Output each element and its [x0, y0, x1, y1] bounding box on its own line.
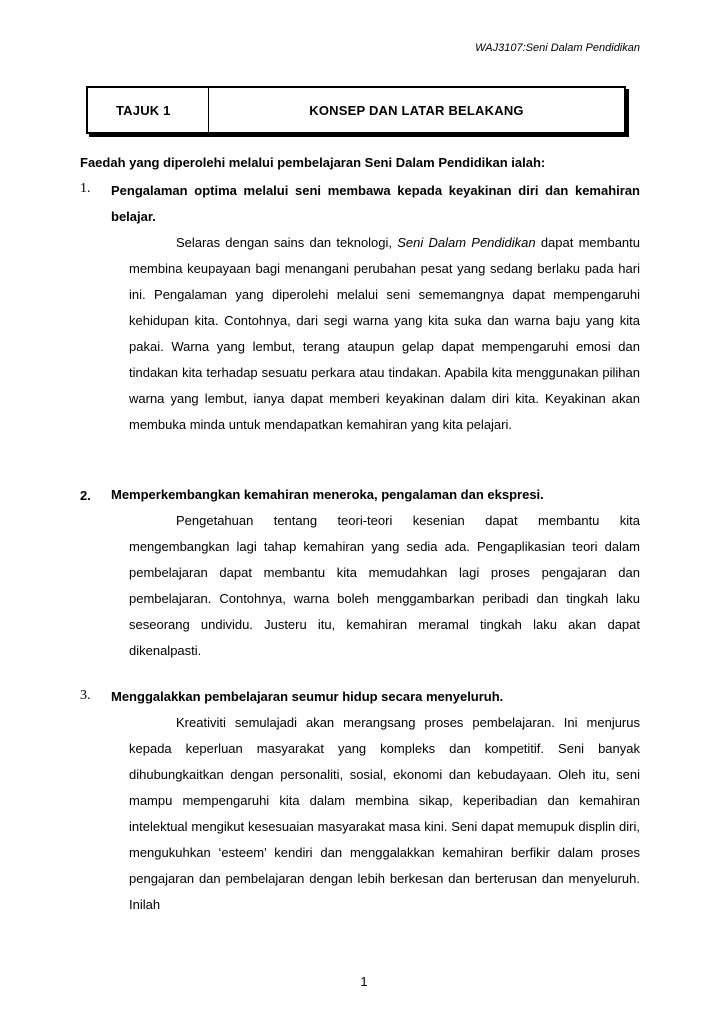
running-header: WAJ3107:Seni Dalam Pendidikan	[475, 42, 640, 54]
topic-title-box	[86, 86, 626, 134]
paragraph-text: Selaras dengan sains dan teknologi,	[176, 235, 398, 250]
list-item-3	[80, 684, 640, 918]
list-item-1	[80, 178, 640, 438]
item-heading: Menggalakkan pembelajaran seumur hidup secara menyeluruh.	[111, 689, 504, 704]
item-number: 1.	[80, 181, 91, 196]
topic-label: TAJUK 1	[88, 88, 209, 132]
paragraph-text: dapat membantu membina keupayaan bagi menangani perubahan pesat yang sedang berlaku pada hari ini. Pengalaman yang diperolehi melalui seni sememangnya dapat mempengaruhi kehidupan kita. Contohnya, dari segi warna yang kita suka dan warna baju yang kita pakai. Warna yang lembut, terang ataupun gelap dapat mempengaruhi emosi dan tindakan kita terhadap sesuatu perkara atau tindakan. Apabila kita menggunakan pilihan warna yang lembut, ianya dapat memberi keyakinan dalam diri kita. Keyakinan akan membuka minda untuk mendapatkan kemahiran yang kita pelajari.	[129, 235, 640, 432]
item-paragraph: Kreativiti semulajadi akan merangsang proses pembelajaran. Ini menjurus kepada keperluan masyarakat yang kompleks dan kompetitif. Seni banyak dihubungkaitkan dengan personaliti, sosial, ekonomi dan kebudayaan. Oleh itu, seni mampu mempengaruhi kita dalam membina sikap, keperibadian dan kemahiran intelektual mengikut kesesuaian masyarakat masa kini. Seni dapat memupuk displin diri, mengukuhkan ‘esteem’ kendiri dan menggalakkan kemahiran berfikir dalam proses pengajaran dan pembelajaran dengan lebih berkesan dan berterusan dan menyeluruh. Inilah	[129, 715, 640, 912]
item-heading	[80, 178, 640, 230]
page-number: 1	[360, 974, 368, 989]
item-number: 3.	[80, 688, 91, 703]
item-heading-text: Pengalaman optima melalui seni membawa kepada keyakinan diri dan kemahiran belajar.	[111, 183, 640, 224]
topic-title: KONSEP DAN LATAR BELAKANG	[309, 102, 524, 118]
item-number: 2.	[80, 488, 91, 503]
paragraph-italic-term: Seni Dalam Pendidikan	[397, 235, 536, 250]
list-item-2	[80, 482, 640, 664]
item-heading: Memperkembangkan kemahiran meneroka, pengalaman dan ekspresi.	[111, 487, 544, 502]
item-paragraph	[129, 230, 640, 438]
item-paragraph: Pengetahuan tentang teori-teori kesenian dapat membantu kita mengembangkan lagi tahap kemahiran yang sedia ada. Pengaplikasian teori dalam pembelajaran dapat membantu kita memudahkan lagi proses pengajaran dan pembelajaran. Contohnya, warna boleh menggambarkan peribadi dan tingkah laku seseorang undividu. Justeru itu, kemahiran meramal tingkah laku akan dapat dikenalpasti.	[129, 513, 640, 658]
intro-heading: Faedah yang diperolehi melalui pembelajaran Seni Dalam Pendidikan ialah:	[80, 155, 546, 170]
